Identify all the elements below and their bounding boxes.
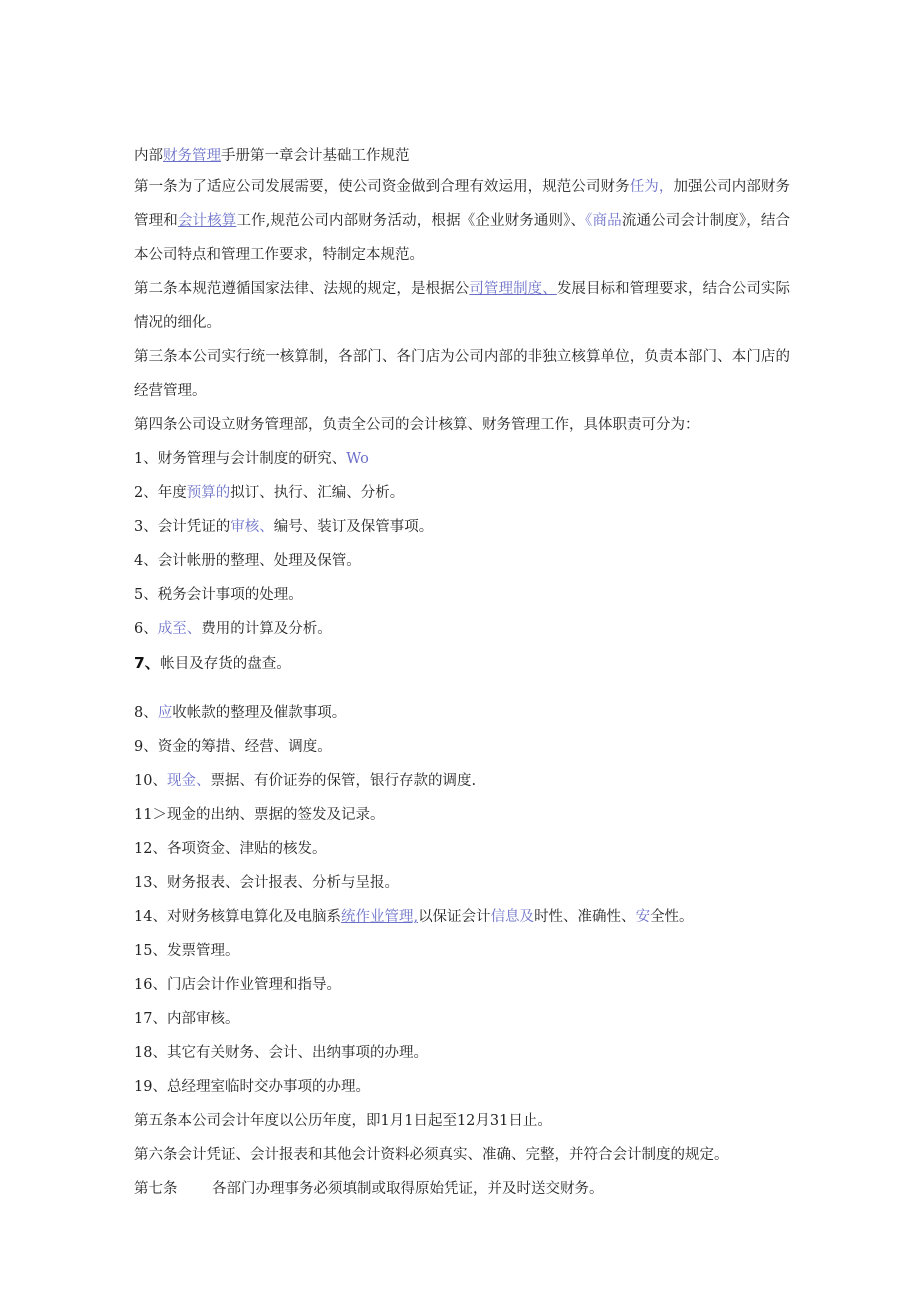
duty-10-link-cash[interactable]: 现金、: [166, 773, 211, 789]
duty-14-link-info[interactable]: 信息及: [490, 909, 535, 925]
duty-3-text-2: 编号、装订及保管事项。: [273, 519, 434, 535]
article-7-label: 第七条: [134, 1181, 178, 1197]
duty-1-text: 1、财务管理与会计制度的研究、: [134, 451, 347, 467]
duty-6-text-1: 6、: [134, 621, 158, 637]
duty-item-18: 18、其它有关财务、会计、出纳事项的办理。: [134, 1045, 428, 1061]
article-2-link-management-system[interactable]: 司管理制度、: [469, 281, 557, 297]
duty-item-19: 19、总经理室临时交办事项的办理。: [134, 1079, 370, 1095]
article-7: [134, 1172, 790, 1206]
duty-item-12: 12、各项资金、津贴的核发。: [134, 841, 327, 857]
duty-14-link-safety[interactable]: 安: [635, 909, 651, 925]
duty-item-3: [134, 510, 790, 544]
title-prefix: 内部: [134, 148, 163, 164]
duty-2-link-budget[interactable]: 预算的: [186, 485, 231, 501]
article-3: 第三条本公司实行统一核算制，各部门、各门店为公司内部的非独立核算单位，负责本部门、本门店的经营管理。: [134, 349, 790, 399]
title-link-finance-management[interactable]: 财务管理: [163, 148, 221, 164]
duty-14-link-system[interactable]: 统作业管理,: [340, 909, 419, 925]
document-page: [134, 142, 790, 1206]
duty-item-14: [134, 900, 790, 934]
duty-6-link-cost[interactable]: 成至、: [157, 621, 202, 637]
duty-item-1: [134, 442, 790, 476]
duty-1-link[interactable]: Wo: [346, 451, 369, 467]
article-2: [134, 272, 790, 340]
document-title: [134, 142, 790, 170]
duty-item-16: 16、门店会计作业管理和指导。: [134, 977, 341, 993]
duty-item-17: 17、内部审核。: [134, 1011, 240, 1027]
article-1-text-2: 加强公司内部财务管理和: [134, 179, 791, 229]
article-1-text-3: 工作,规范公司内部财务活动，根据《企业财务通则》、: [236, 213, 586, 229]
duty-14-text-1: 14、对财务核算电算化及电脑系: [134, 909, 341, 925]
duty-14-text-2: 以保证会计: [418, 909, 491, 925]
duty-6-text-2: 费用的计算及分析。: [201, 621, 332, 637]
duty-item-15: 15、发票管理。: [134, 943, 240, 959]
duty-item-2: [134, 476, 790, 510]
duty-2-text-2: 拟订、执行、汇编、分析。: [230, 485, 405, 501]
article-1-link-commerce[interactable]: 《商品: [585, 213, 622, 229]
article-1: [134, 170, 790, 272]
article-1-text-4: 流通公司会计制度》，结合本公司特点和管理工作要求，特制定本规范。: [134, 213, 791, 263]
duty-14-text-4: 全性。: [650, 909, 694, 925]
duty-10-text-2: 票据、有价证券的保管，银行存款的调度.: [210, 773, 477, 789]
duty-item-5: 5、税务会计事项的处理。: [134, 587, 303, 603]
article-7-text: 各部门办理事务必须填制或取得原始凭证，并及时送交财务。: [212, 1181, 604, 1197]
duty-8-link-receivable[interactable]: 应: [157, 705, 173, 721]
duty-8-text-2: 收帐款的整理及催款事项。: [172, 705, 347, 721]
duty-14-text-3: 时性、准确性、: [534, 909, 636, 925]
duty-item-9: 9、资金的筹措、经营、调度。: [134, 739, 332, 755]
duty-3-text-1: 3、会计凭证的: [134, 519, 231, 535]
duty-8-text-1: 8、: [134, 705, 158, 721]
article-1-text-1: 第一条为了适应公司发展需要，使公司资金做到合理有效运用，规范公司财务: [134, 179, 630, 195]
article-1-link-1[interactable]: 任为，: [629, 179, 674, 195]
duty-item-7: [134, 646, 790, 680]
duty-item-4: 4、会计帐册的整理、处理及保管。: [134, 553, 361, 569]
duty-2-text-1: 2、年度: [134, 485, 187, 501]
duty-item-8: [134, 696, 790, 730]
duty-item-6: [134, 612, 790, 646]
duty-item-13: 13、财务报表、会计报表、分析与呈报。: [134, 875, 399, 891]
title-suffix: 手册第一章会计基础工作规范: [221, 148, 410, 164]
duty-7-text: 帐目及存货的盘查。: [160, 656, 291, 672]
article-2-text-1: 第二条本规范遵循国家法律、法规的规定，是根据公: [134, 281, 470, 297]
duty-7-number: 7、: [134, 654, 161, 672]
duty-item-10: [134, 764, 790, 798]
article-4: 第四条公司设立财务管理部，负责全公司的会计核算、财务管理工作，具体职责可分为：: [134, 417, 700, 433]
article-2-text-2: 发展目标和管理要求，结合公司实际情况的细化。: [134, 281, 791, 331]
duty-item-11: 11＞现金的出纳、票据的签发及记录。: [134, 807, 385, 823]
article-5: 第五条本公司会计年度以公历年度，即1月1日起至12月31日止。: [134, 1113, 552, 1129]
duty-3-link-audit[interactable]: 审核、: [230, 519, 274, 535]
article-1-link-accounting[interactable]: 会计核算: [177, 213, 237, 229]
article-6: 第六条会计凭证、会计报表和其他会计资料必须真实、准确、完整，并符合会计制度的规定。: [134, 1147, 729, 1163]
duty-10-text-1: 10、: [134, 773, 167, 789]
